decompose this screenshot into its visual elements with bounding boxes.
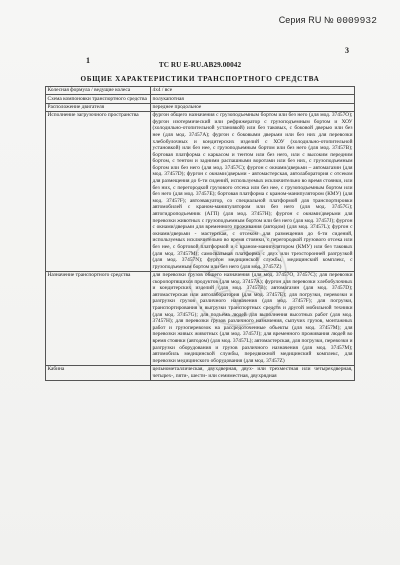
table-row: [46, 95, 355, 103]
row-label: Исполнение загрузочного пространства: [46, 111, 151, 271]
page-marker-left: 1: [86, 56, 90, 65]
characteristics-table: [45, 86, 355, 381]
page-marker-right: 3: [345, 46, 349, 55]
table-row: [46, 87, 355, 95]
table-row: [46, 271, 355, 365]
row-value: фургон общего назначения с грузоподъемным бортом или без него (для мод. 37457О); фургон изотермический или рефрижератор с грузоподъемным бортом и ХОУ (холодильно-отопительной установкой) или без таковых, с боковой дверью или без нее (для мод. 37457А); фургон с боковыми дверьми или без них для перевозки хлебобулочных и кондитерских изделий с ХОУ (холодильно-отопительной установкой) или без нее, с грузоподъемным бортом или без него (для мод. 37457В); бортовая платформа с каркасом и тентом или без него, или с высоким передним бортом, с тентом и задними распашными воротами или без них, с грузоподъемным бортом или без него (для мод. 37457С); фургон с окнами/дверьми – автомагазин (для мод. 37457D); фургон с окнами/дверьми - автомастерская, автолаборатория с отсеком для размещения до 6-ти сидений, используемых исключительно во время стоянки, или без них, с перегородкой грузового отсека или без нее, с грузоподъемным бортом или без него (для мод. 37457Е); бортовая платформа с краном-манипулятором (КМУ) (для мод. 37457F); автоэвакуатор, со специальной платформой для транспортировки автомобилей с краном-манипулятором или без него (для мод. 37457G); автогидроподъемник (АГП) (для мод. 37457Н); фургон с окнами/дверьми для перевозки животных с грузоподъемным бортом или без него (для мод. 37457J); фургон с окнами/дверьми для временного проживания (автодом) (для мод. 37457L); фургон с окнами/дверьми - мастерская, с отсеком для размещения до 6-ти сидений, используемых исключительно во время стоянки, с перегородкой грузового отсека или без нее, с бортовой платформой и с краном-манипулятором (КМУ) или без таковых (для мод. 37457М); самосвальная платформа с двух или трехсторонней разгрузкой (для мод. 37457N); фургон медицинской службы, медицинский комплекс, с грузоподъемным бортом или без него (для мод. 37457Z): [152, 112, 353, 270]
row-value: цельнометаллическая, двухдверная, двух- или трехместная или четырехдверная, четырех-, пяти-, шести- или семиместная, двухрядная: [152, 366, 353, 379]
series-number: [279, 15, 377, 26]
table-row: [46, 103, 355, 111]
row-value: 4x4 / все: [151, 87, 355, 95]
row-label: Схема компоновки транспортного средства: [46, 95, 151, 103]
series-number-value: 0009932: [336, 15, 377, 26]
row-label: Колесная формула / ведущие колеса: [46, 87, 151, 95]
table-row: [46, 365, 355, 380]
row-value: переднее продольное: [151, 103, 355, 111]
row-value: для перевозки грузов общего назначения (для мод. 37457О, 37457С); для перевозки скоропортящихся продуктов (для мод. 37457А); фургон для перевозки хлебобулочных и кондитерских изделий (для мод. 37457В); автомагазин (для мод. 37457D); автомастерская или автолаборатория (для мод. 37457Е); для погрузки, перевозки и разгрузки грузов различного назначения (для мод. 37457F); для погрузки, транспортирования и выгрузки транспортных средств и другой мобильной техники (для мод. 37457G); для подъема людей для выполнения высотных работ (для мод. 37457Н); для перевозки грузов различного назначения, сыпучих грузов, монтажных работ и грузоперевозок на рассредоточенные объекты (для мод. 37457М); для перевозки живых животных (для мод. 37457J); для временного проживания людей во время стоянки (автодом) (для мод. 37457L); автомастерская, для погрузки, перевозки и разгрузки оборудования и грузов различного назначения (для мод. 37457М); автомобиль медицинской службы, передвижной медицинский комплекс, для перевозки медицинского оборудования (для мод. 37457Z): [152, 272, 353, 364]
row-label: Назначение транспортного средства: [46, 271, 151, 365]
series-label: Серия RU №: [278, 15, 334, 25]
document-code: TC RU E-RU.AB29.00042: [158, 61, 242, 69]
row-value: полукапотная: [151, 95, 355, 103]
row-label: Кабина: [46, 365, 151, 380]
row-label: Расположение двигателя: [46, 103, 151, 111]
document-title: ОБЩИЕ ХАРАКТЕРИСТИКИ ТРАНСПОРТНОГО СРЕДСТВА: [80, 75, 320, 83]
table-row: [46, 111, 355, 271]
